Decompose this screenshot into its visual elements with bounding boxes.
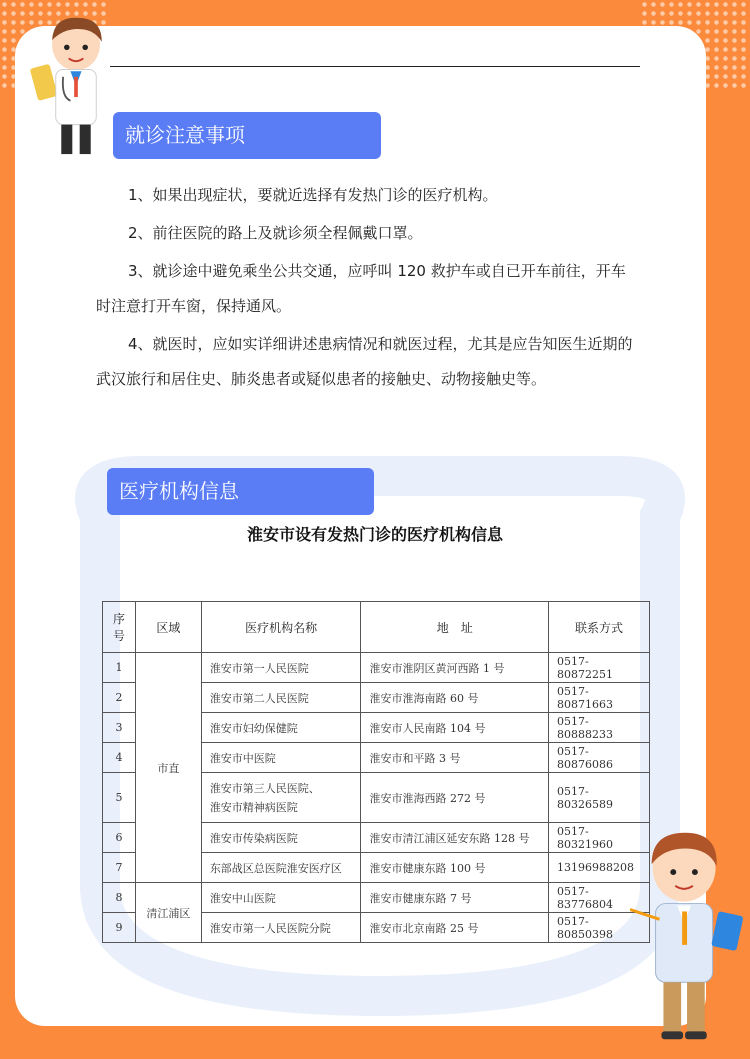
table-row	[103, 653, 650, 683]
cell-name: 淮安市第一人民医院	[201, 653, 361, 683]
cell-name: 淮安市中医院	[201, 743, 361, 773]
cell-contact: 0517-80321960	[549, 823, 650, 853]
cell-no: 2	[103, 683, 136, 713]
cell-region: 清江浦区	[135, 883, 201, 943]
visit-note-2: 2、前往医院的路上及就诊须全程佩戴口罩。	[128, 224, 423, 242]
visit-note-1: 1、如果出现症状，要就近选择有发热门诊的医疗机构。	[128, 186, 498, 204]
cell-no: 8	[103, 883, 136, 913]
header-region: 区域	[135, 602, 201, 653]
cell-address: 淮安市和平路 3 号	[361, 743, 549, 773]
header-contact: 联系方式	[549, 602, 650, 653]
cell-address: 淮安市健康东路 100 号	[361, 853, 549, 883]
cell-address: 淮安市淮阴区黄河西路 1 号	[361, 653, 549, 683]
cell-address: 淮安市人民南路 104 号	[361, 713, 549, 743]
cell-no: 1	[103, 653, 136, 683]
cell-name: 东部战区总医院淮安医疗区	[201, 853, 361, 883]
cell-contact: 0517-80872251	[549, 653, 650, 683]
table-title: 淮安市设有发热门诊的医疗机构信息	[246, 525, 503, 544]
cell-region: 市直	[135, 653, 201, 883]
cell-address: 淮安市淮海南路 60 号	[361, 683, 549, 713]
cell-contact: 0517-83776804	[549, 883, 650, 913]
table-header-row	[103, 602, 650, 653]
cell-name: 淮安市第二人民医院	[201, 683, 361, 713]
cell-name: 淮安市妇幼保健院	[201, 713, 361, 743]
header-address: 地 址	[361, 602, 549, 653]
doctor-clipboard-illustration-icon	[630, 828, 748, 1046]
cell-contact: 13196988208	[549, 853, 650, 883]
cell-contact: 0517-80326589	[549, 773, 650, 823]
cell-address: 淮安市北京南路 25 号	[361, 913, 549, 943]
cell-no: 3	[103, 713, 136, 743]
cell-address: 淮安市健康东路 7 号	[361, 883, 549, 913]
cell-name-line-1: 淮安市第三人民医院、	[209, 782, 320, 795]
cell-no: 6	[103, 823, 136, 853]
section-title-institutions: 医疗机构信息	[107, 468, 374, 515]
cell-contact: 0517-80888233	[549, 713, 650, 743]
cell-contact: 0517-80871663	[549, 683, 650, 713]
cell-name: 淮安市第一人民医院分院	[201, 913, 361, 943]
visit-notes-list	[96, 178, 636, 397]
cell-name-line-2: 淮安市精神病医院	[209, 801, 298, 814]
cell-contact: 0517-80876086	[549, 743, 650, 773]
table-row	[103, 883, 650, 913]
cell-address: 淮安市清江浦区延安东路 128 号	[361, 823, 549, 853]
cell-name: 淮安市传染病医院	[201, 823, 361, 853]
visit-note-4: 4、就医时，应如实详细讲述患病情况和就医过程，尤其是应告知医生近期的武汉旅行和居住史、肺炎患者或疑似患者的接触史、动物接触史等。	[96, 335, 633, 388]
cell-contact: 0517-80850398	[549, 913, 650, 943]
cell-name	[201, 773, 361, 823]
visit-note-3: 3、就诊途中避免乘坐公共交通，应呼叫 120 救护车或自已开车前往，开车时注意打开车窗，保持通风。	[96, 262, 626, 315]
header-name: 医疗机构名称	[201, 602, 361, 653]
cell-no: 4	[103, 743, 136, 773]
cell-no: 7	[103, 853, 136, 883]
section-title-visit-notes: 就诊注意事项	[113, 112, 381, 159]
header-rule	[110, 66, 640, 67]
cell-no: 5	[103, 773, 136, 823]
cell-name: 淮安中山医院	[201, 883, 361, 913]
doctor-illustration-icon	[30, 6, 122, 166]
institutions-table	[102, 601, 650, 943]
header-no: 序号	[103, 602, 136, 653]
cell-address: 淮安市淮海西路 272 号	[361, 773, 549, 823]
cell-no: 9	[103, 913, 136, 943]
